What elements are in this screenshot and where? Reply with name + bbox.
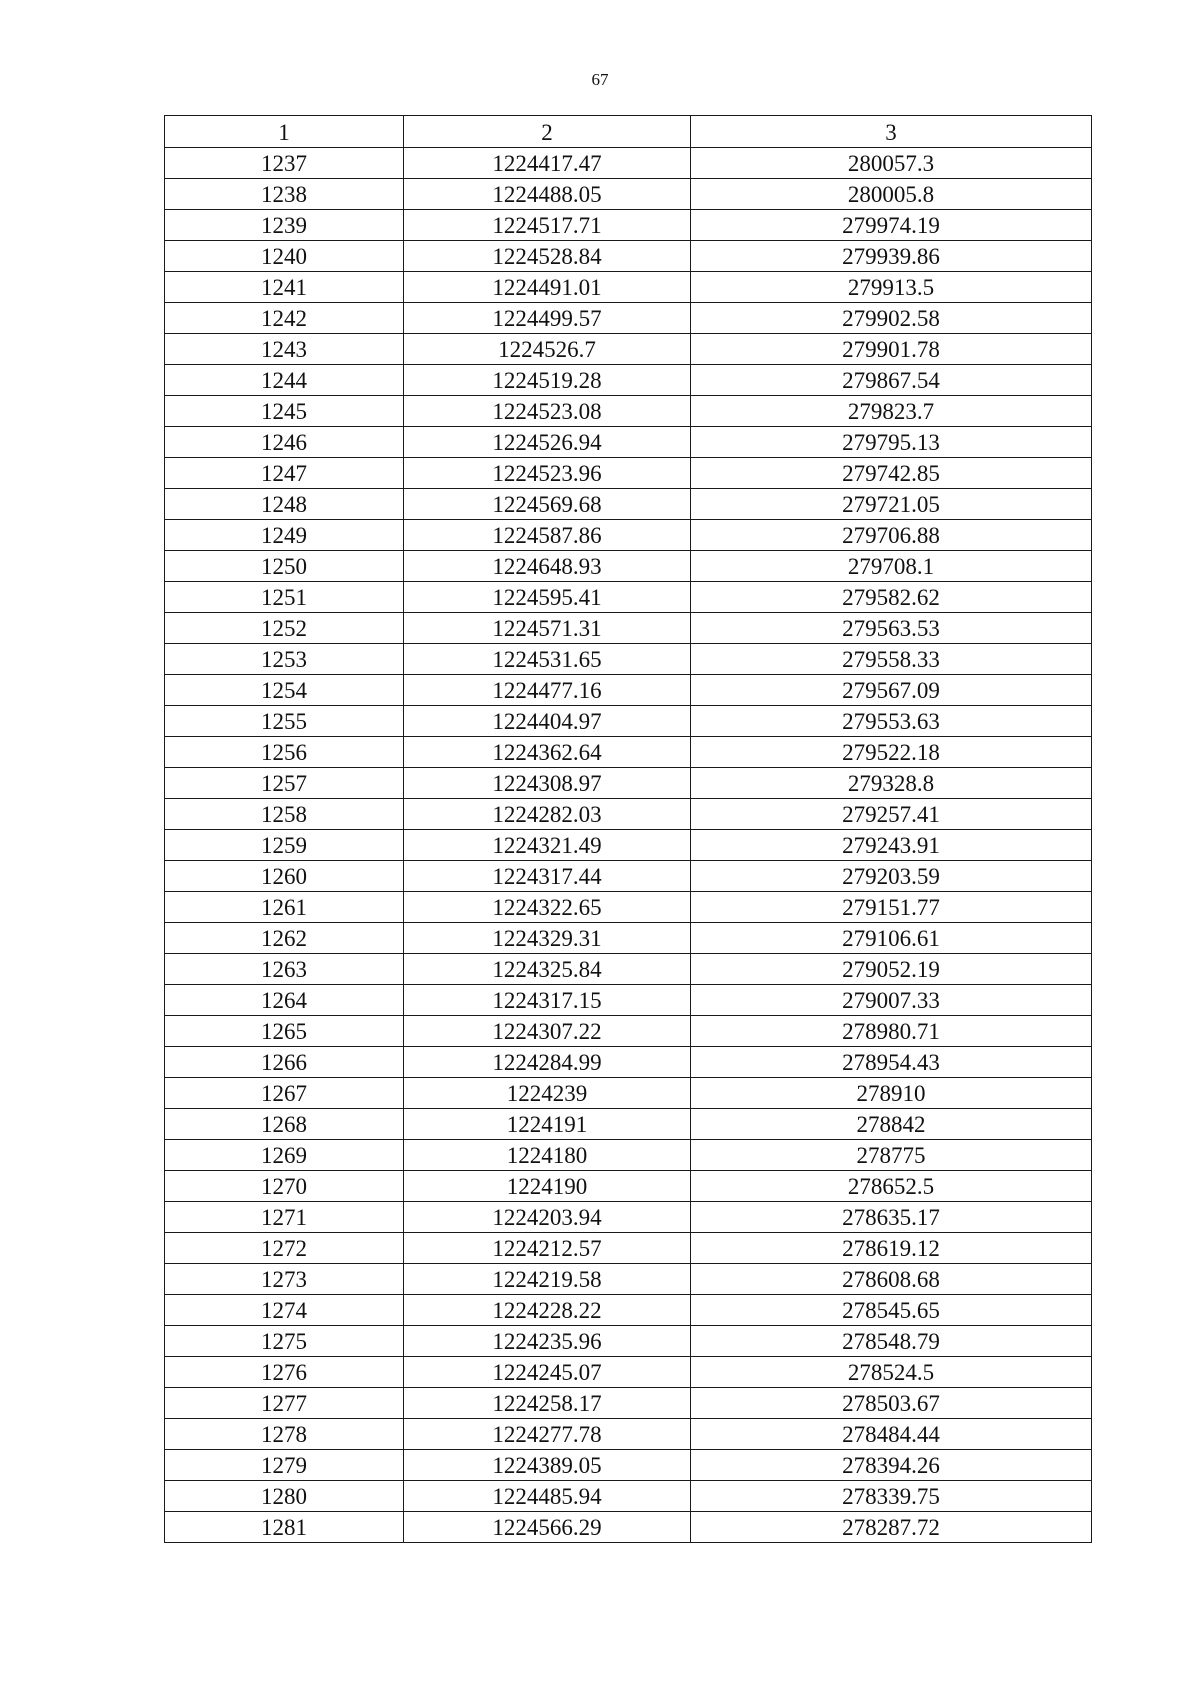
table-row: [165, 458, 1092, 489]
y-coordinate-cell: 278619.12: [691, 1233, 1092, 1264]
point-number-cell: 1240: [165, 241, 404, 272]
x-coordinate-cell: 1224235.96: [404, 1326, 691, 1357]
table-row: [165, 1326, 1092, 1357]
point-number-cell: 1247: [165, 458, 404, 489]
table-row: [165, 737, 1092, 768]
point-number-cell: 1278: [165, 1419, 404, 1450]
table-row: [165, 1078, 1092, 1109]
point-number-cell: 1261: [165, 892, 404, 923]
point-number-cell: 1251: [165, 582, 404, 613]
table-row: [165, 613, 1092, 644]
y-coordinate-cell: 280005.8: [691, 179, 1092, 210]
y-coordinate-cell: 279257.41: [691, 799, 1092, 830]
y-coordinate-cell: 279974.19: [691, 210, 1092, 241]
point-number-cell: 1267: [165, 1078, 404, 1109]
y-coordinate-cell: 279867.54: [691, 365, 1092, 396]
x-coordinate-cell: 1224317.15: [404, 985, 691, 1016]
y-coordinate-cell: 279243.91: [691, 830, 1092, 861]
coordinates-table: [164, 115, 1092, 1543]
point-number-cell: 1271: [165, 1202, 404, 1233]
table-row: [165, 1388, 1092, 1419]
y-coordinate-cell: 279902.58: [691, 303, 1092, 334]
point-number-cell: 1276: [165, 1357, 404, 1388]
table-row: [165, 954, 1092, 985]
point-number-cell: 1238: [165, 179, 404, 210]
x-coordinate-cell: 1224531.65: [404, 644, 691, 675]
page-number: 67: [591, 70, 609, 89]
point-number-cell: 1246: [165, 427, 404, 458]
x-coordinate-cell: 1224203.94: [404, 1202, 691, 1233]
point-number-cell: 1280: [165, 1481, 404, 1512]
x-coordinate-cell: 1224648.93: [404, 551, 691, 582]
point-number-cell: 1255: [165, 706, 404, 737]
point-number-cell: 1248: [165, 489, 404, 520]
point-number-cell: 1273: [165, 1264, 404, 1295]
y-coordinate-cell: 278954.43: [691, 1047, 1092, 1078]
table-row: [165, 396, 1092, 427]
x-coordinate-cell: 1224277.78: [404, 1419, 691, 1450]
y-coordinate-cell: 278842: [691, 1109, 1092, 1140]
x-coordinate-cell: 1224488.05: [404, 179, 691, 210]
table-row: [165, 551, 1092, 582]
y-coordinate-cell: 279795.13: [691, 427, 1092, 458]
column-header-2: 2: [404, 116, 691, 148]
x-coordinate-cell: 1224180: [404, 1140, 691, 1171]
x-coordinate-cell: 1224595.41: [404, 582, 691, 613]
x-coordinate-cell: 1224569.68: [404, 489, 691, 520]
table-row: [165, 1233, 1092, 1264]
x-coordinate-cell: 1224307.22: [404, 1016, 691, 1047]
point-number-cell: 1265: [165, 1016, 404, 1047]
point-number-cell: 1254: [165, 675, 404, 706]
y-coordinate-cell: 278775: [691, 1140, 1092, 1171]
x-coordinate-cell: 1224321.49: [404, 830, 691, 861]
x-coordinate-cell: 1224485.94: [404, 1481, 691, 1512]
table-body: [165, 148, 1092, 1543]
table-row: [165, 272, 1092, 303]
x-coordinate-cell: 1224329.31: [404, 923, 691, 954]
x-coordinate-cell: 1224322.65: [404, 892, 691, 923]
x-coordinate-cell: 1224317.44: [404, 861, 691, 892]
table-row: [165, 1295, 1092, 1326]
y-coordinate-cell: 278980.71: [691, 1016, 1092, 1047]
header-row: [165, 116, 1092, 148]
table-row: [165, 1357, 1092, 1388]
y-coordinate-cell: 278635.17: [691, 1202, 1092, 1233]
x-coordinate-cell: 1224190: [404, 1171, 691, 1202]
x-coordinate-cell: 1224219.58: [404, 1264, 691, 1295]
table-row: [165, 1109, 1092, 1140]
y-coordinate-cell: 279106.61: [691, 923, 1092, 954]
table-row: [165, 1481, 1092, 1512]
point-number-cell: 1242: [165, 303, 404, 334]
x-coordinate-cell: 1224245.07: [404, 1357, 691, 1388]
y-coordinate-cell: 279823.7: [691, 396, 1092, 427]
y-coordinate-cell: 279901.78: [691, 334, 1092, 365]
point-number-cell: 1259: [165, 830, 404, 861]
y-coordinate-cell: 279563.53: [691, 613, 1092, 644]
x-coordinate-cell: 1224389.05: [404, 1450, 691, 1481]
table-row: [165, 1202, 1092, 1233]
y-coordinate-cell: 279203.59: [691, 861, 1092, 892]
table-row: [165, 1016, 1092, 1047]
point-number-cell: 1272: [165, 1233, 404, 1264]
y-coordinate-cell: 279522.18: [691, 737, 1092, 768]
point-number-cell: 1279: [165, 1450, 404, 1481]
y-coordinate-cell: 279939.86: [691, 241, 1092, 272]
point-number-cell: 1239: [165, 210, 404, 241]
y-coordinate-cell: 278548.79: [691, 1326, 1092, 1357]
x-coordinate-cell: 1224404.97: [404, 706, 691, 737]
x-coordinate-cell: 1224587.86: [404, 520, 691, 551]
x-coordinate-cell: 1224477.16: [404, 675, 691, 706]
point-number-cell: 1257: [165, 768, 404, 799]
y-coordinate-cell: 278545.65: [691, 1295, 1092, 1326]
table-row: [165, 1264, 1092, 1295]
y-coordinate-cell: 279721.05: [691, 489, 1092, 520]
table-row: [165, 210, 1092, 241]
point-number-cell: 1241: [165, 272, 404, 303]
x-coordinate-cell: 1224523.96: [404, 458, 691, 489]
point-number-cell: 1260: [165, 861, 404, 892]
y-coordinate-cell: 279913.5: [691, 272, 1092, 303]
table-header: [165, 116, 1092, 148]
y-coordinate-cell: 280057.3: [691, 148, 1092, 179]
point-number-cell: 1274: [165, 1295, 404, 1326]
y-coordinate-cell: 279328.8: [691, 768, 1092, 799]
table-row: [165, 1450, 1092, 1481]
table-row: [165, 1419, 1092, 1450]
table-row: [165, 1047, 1092, 1078]
point-number-cell: 1266: [165, 1047, 404, 1078]
x-coordinate-cell: 1224362.64: [404, 737, 691, 768]
point-number-cell: 1237: [165, 148, 404, 179]
table-row: [165, 923, 1092, 954]
x-coordinate-cell: 1224499.57: [404, 303, 691, 334]
x-coordinate-cell: 1224228.22: [404, 1295, 691, 1326]
x-coordinate-cell: 1224325.84: [404, 954, 691, 985]
table-row: [165, 675, 1092, 706]
point-number-cell: 1252: [165, 613, 404, 644]
point-number-cell: 1277: [165, 1388, 404, 1419]
x-coordinate-cell: 1224523.08: [404, 396, 691, 427]
point-number-cell: 1253: [165, 644, 404, 675]
y-coordinate-cell: 278287.72: [691, 1512, 1092, 1543]
point-number-cell: 1245: [165, 396, 404, 427]
table-row: [165, 830, 1092, 861]
point-number-cell: 1258: [165, 799, 404, 830]
point-number-cell: 1275: [165, 1326, 404, 1357]
point-number-cell: 1244: [165, 365, 404, 396]
y-coordinate-cell: 278652.5: [691, 1171, 1092, 1202]
table-row: [165, 1140, 1092, 1171]
table-row: [165, 148, 1092, 179]
y-coordinate-cell: 278524.5: [691, 1357, 1092, 1388]
point-number-cell: 1269: [165, 1140, 404, 1171]
y-coordinate-cell: 279567.09: [691, 675, 1092, 706]
table-row: [165, 334, 1092, 365]
table-row: [165, 644, 1092, 675]
x-coordinate-cell: 1224526.94: [404, 427, 691, 458]
table-row: [165, 1171, 1092, 1202]
table-row: [165, 768, 1092, 799]
point-number-cell: 1249: [165, 520, 404, 551]
table-row: [165, 427, 1092, 458]
table-row: [165, 365, 1092, 396]
point-number-cell: 1243: [165, 334, 404, 365]
point-number-cell: 1268: [165, 1109, 404, 1140]
y-coordinate-cell: 279742.85: [691, 458, 1092, 489]
table-row: [165, 179, 1092, 210]
table-row: [165, 582, 1092, 613]
point-number-cell: 1256: [165, 737, 404, 768]
point-number-cell: 1262: [165, 923, 404, 954]
x-coordinate-cell: 1224417.47: [404, 148, 691, 179]
table-row: [165, 799, 1092, 830]
table-row: [165, 489, 1092, 520]
x-coordinate-cell: 1224284.99: [404, 1047, 691, 1078]
table-row: [165, 706, 1092, 737]
y-coordinate-cell: 279151.77: [691, 892, 1092, 923]
table-row: [165, 303, 1092, 334]
point-number-cell: 1281: [165, 1512, 404, 1543]
point-number-cell: 1263: [165, 954, 404, 985]
x-coordinate-cell: 1224191: [404, 1109, 691, 1140]
y-coordinate-cell: 279706.88: [691, 520, 1092, 551]
x-coordinate-cell: 1224517.71: [404, 210, 691, 241]
y-coordinate-cell: 279052.19: [691, 954, 1092, 985]
x-coordinate-cell: 1224526.7: [404, 334, 691, 365]
table-row: [165, 241, 1092, 272]
y-coordinate-cell: 279582.62: [691, 582, 1092, 613]
point-number-cell: 1250: [165, 551, 404, 582]
x-coordinate-cell: 1224258.17: [404, 1388, 691, 1419]
x-coordinate-cell: 1224566.29: [404, 1512, 691, 1543]
column-header-3: 3: [691, 116, 1092, 148]
column-header-1: 1: [165, 116, 404, 148]
x-coordinate-cell: 1224308.97: [404, 768, 691, 799]
x-coordinate-cell: 1224571.31: [404, 613, 691, 644]
y-coordinate-cell: 278910: [691, 1078, 1092, 1109]
table-row: [165, 892, 1092, 923]
y-coordinate-cell: 278339.75: [691, 1481, 1092, 1512]
point-number-cell: 1270: [165, 1171, 404, 1202]
y-coordinate-cell: 278484.44: [691, 1419, 1092, 1450]
y-coordinate-cell: 279708.1: [691, 551, 1092, 582]
table-row: [165, 985, 1092, 1016]
y-coordinate-cell: 279553.63: [691, 706, 1092, 737]
point-number-cell: 1264: [165, 985, 404, 1016]
x-coordinate-cell: 1224239: [404, 1078, 691, 1109]
x-coordinate-cell: 1224519.28: [404, 365, 691, 396]
y-coordinate-cell: 279007.33: [691, 985, 1092, 1016]
x-coordinate-cell: 1224491.01: [404, 272, 691, 303]
table-row: [165, 861, 1092, 892]
x-coordinate-cell: 1224212.57: [404, 1233, 691, 1264]
table-row: [165, 1512, 1092, 1543]
x-coordinate-cell: 1224528.84: [404, 241, 691, 272]
table-row: [165, 520, 1092, 551]
y-coordinate-cell: 278503.67: [691, 1388, 1092, 1419]
y-coordinate-cell: 278394.26: [691, 1450, 1092, 1481]
y-coordinate-cell: 279558.33: [691, 644, 1092, 675]
x-coordinate-cell: 1224282.03: [404, 799, 691, 830]
y-coordinate-cell: 278608.68: [691, 1264, 1092, 1295]
